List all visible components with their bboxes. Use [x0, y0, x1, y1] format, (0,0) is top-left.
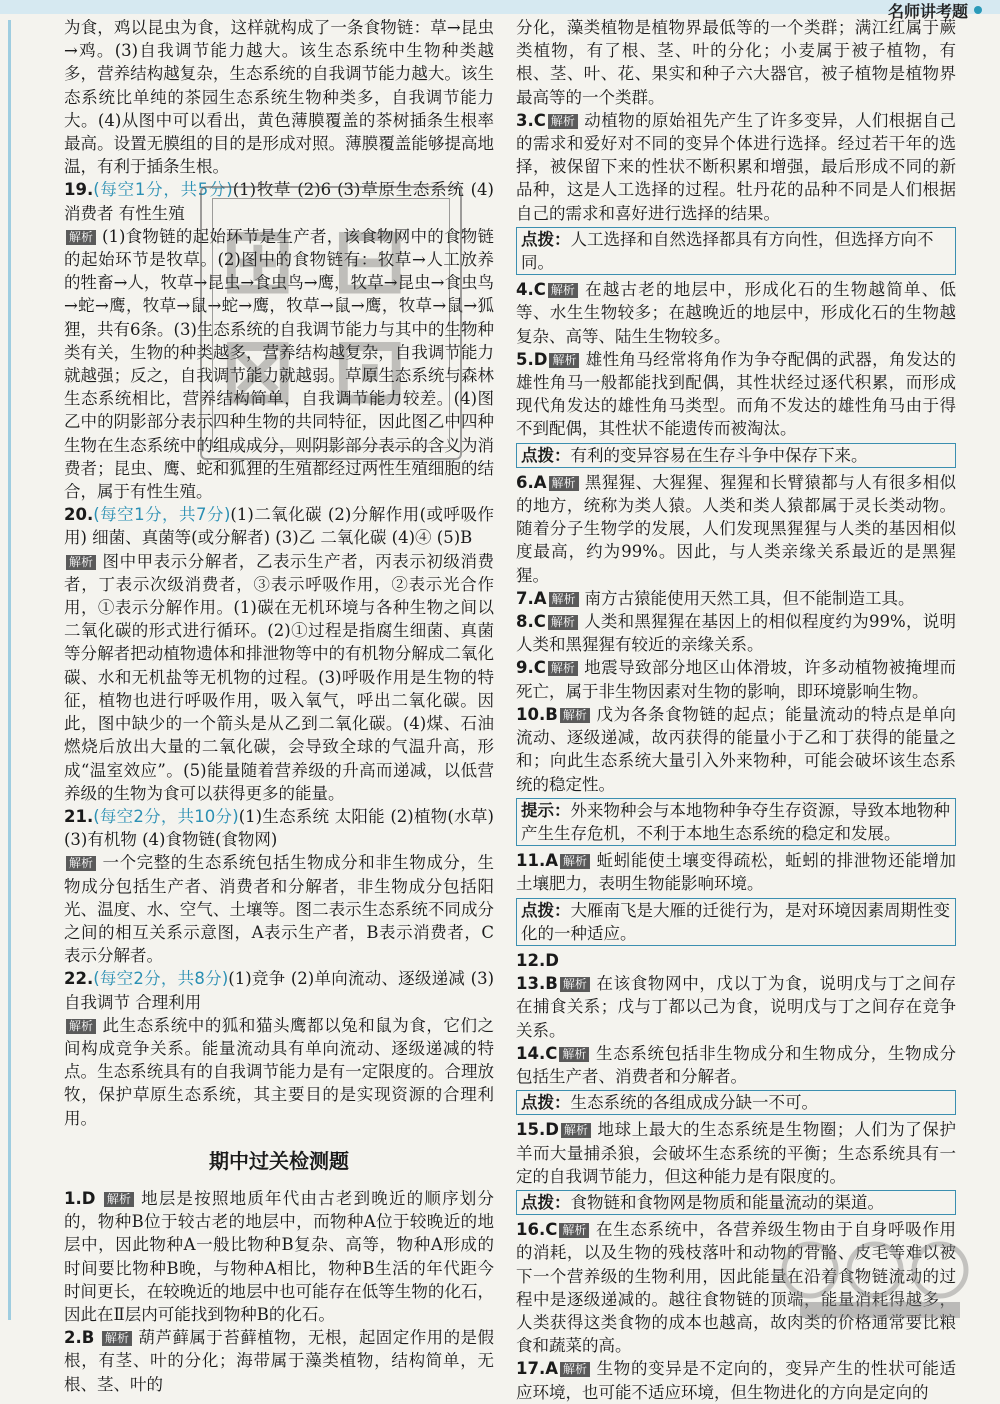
answer-text: (1)二氧化碳 (2)分解作用(或呼吸作用) 细菌、真菌等(或分解者) (3)乙 二氧化碳 (4)④ (5)B — [64, 505, 494, 548]
tip-text: 大雁南飞是大雁的迁徙行为，是对环境因素周期性变化的一种适应。 — [521, 900, 950, 943]
analysis-tag: 解析 — [560, 1362, 590, 1377]
analysis-tag: 解析 — [561, 1123, 591, 1138]
item-number: 8.C — [516, 612, 546, 632]
tip-text: 有利的变异容易在生存斗争中保存下来。 — [570, 445, 868, 465]
tip-label: 点拨： — [521, 1093, 571, 1113]
analysis-text: 黑猩猩、大猩猩、猩猩和长臂猿都与人有很多相似的地方，统称为类人猿。人类和类人猿都属于灵长类动物。随着分子生物学的发展，人们发现黑猩猩与人类的基因相似度最高，约为99%。因此，与人类亲缘关系最近的是黑猩猩。 — [516, 472, 956, 585]
analysis-text: 地球上最大的生态系统是生物圈；人们为了保护羊而大量捕杀狼，会破坏生态系统的平衡；生态系统具有一定的自我调节能力，但这种能力是有限度的。 — [516, 1120, 956, 1186]
analysis-text: 地层是按照地质年代由古老到晚近的顺序划分的，物种B位于较古老的地层中，而物种A位于较晚近的地层中，因此物种A一般比物种B复杂、高等，物种A形成的时间要比物种B晚，与物种A相比，物种B生活的年代距今时间更长，在较晚近的地层中也可能存在低等生物的化石，因此在Ⅱ层内可能找到物种B的化石。 — [64, 1188, 494, 1324]
answer-item — [516, 972, 956, 1042]
analysis-text: 一个完整的生态系统包括生物成分和非生物成分，生物成分包括生产者、消费者和分解者，非生物成分包括阳光、温度、水、空气、土壤等。图二表示生态系统不同成分之间的相互关系示意图，A表示生产者，B表示消费者，C表示分解者。 — [64, 853, 494, 966]
analysis-tag: 解析 — [66, 1019, 96, 1034]
item-number: 10.B — [516, 704, 558, 724]
midterm-item-2 — [64, 1326, 494, 1396]
analysis-text: 图中甲表示分解者，乙表示生产者，丙表示初级消费者，丁表示次级消费者，③表示呼吸作用，②表示光合作用，①表示分解作用。(1)碳在无机环境与各种生物之间以二氧化碳的形式进行循环。(2)①过程是指腐生细菌、真菌等分解者把动植物遗体和排泄物等中的有机物分解成二氧化碳、水和无机盐等无机物的过程。(3)呼吸作用是生物的特征，植物也进行呼吸作用，吸入氧气，呼出二氧化碳。因此，图中缺少的一个箭头是从乙到二氧化碳。(4)煤、石油燃烧后放出大量的二氧化碳，会导致全球的气温升高，形成“温室效应”。(5)能量随着营养级的升高而递减，以低营养级的生物为食可以获得更多的能量。 — [64, 551, 494, 803]
question-number: 21. — [64, 806, 94, 826]
header-dot-icon — [974, 6, 982, 14]
tip-box — [516, 443, 956, 468]
analysis-text: 雄性角马经常将角作为争夺配偶的武器，角发达的雄性角马一般都能找到配偶，其性状经过逐代积累，而形成现代角发达的雄性角马类型。而角不发达的雄性角马由于得不到配偶，其性状不能遗传而被淘汰。 — [516, 349, 956, 439]
analysis-tag: 解析 — [548, 114, 578, 129]
question-number: 22. — [64, 969, 94, 989]
analysis-text: 蚯蚓能使土壤变得疏松，蚯蚓的排泄物还能增加土壤肥力，表明生物能影响环境。 — [516, 851, 956, 894]
answer-item — [516, 610, 956, 656]
item-number: 7.A — [516, 588, 547, 608]
answer-item — [516, 703, 956, 796]
item-number: 12.D — [516, 950, 559, 970]
section-title: 期中过关检测题 — [209, 1148, 349, 1173]
answer-text: (1)牧草 (2)6 (3)草原生态系统 (4)消费者 有性生殖 — [64, 180, 494, 223]
item-number: 9.C — [516, 658, 546, 678]
tip-box — [516, 1190, 956, 1215]
analysis-text: 在该食物网中，戊以丁为食，说明戊与丁之间存在捕食关系；戊与丁都以己为食，说明戊与丁之间存在竞争关系。 — [516, 974, 956, 1040]
analysis-tag: 解析 — [560, 708, 590, 723]
analysis-text: 生物的变异是不定向的，变异产生的性状可能适应环境，也可能不适应环境，但生物进化的方向是定向的 — [516, 1359, 956, 1402]
analysis-tag: 解析 — [549, 353, 579, 368]
analysis-text: 动植物的原始祖先产生了许多变异，人们根据自己的需求和爱好对不同的变异个体进行选择。经过若干年的选择，被保留下来的性状不断积累和增强，最后形成不同的新品种，这是人工选择的过程。牡丹花的品种不同是人们根据自己的需求和喜好进行选择的结果。 — [516, 110, 956, 223]
item-number: 5.D — [516, 349, 548, 369]
analysis-text: 在越古老的地层中，形成化石的生物越简单、低等、水生生物较多；在越晚近的地层中，形成化石的生物越复杂、高等、陆生生物较多。 — [516, 280, 956, 346]
intro-paragraph: 为食，鸡以昆虫为食，这样就构成了一条食物链：草→昆虫→鸡。(3)自我调节能力越大。该生态系统中生物种类越多，营养结构越复杂，生态系统的自我调节能力越大。该生态系统比单纯的茶园生态系统生物种类多，自我调节能力大。(4)从图中可以看出，黄色薄膜覆盖的茶树插条生根率最高。设置无膜组的目的是形成对照。薄膜覆盖能够提高地温，有利于插条生根。 — [64, 18, 494, 177]
answer-item — [516, 1118, 956, 1188]
analysis-text: (1)食物链的起始环节是生产者，该食物网中的食物链的起始环节是牧草。(2)图中的食物链有：牧草→人工放养的牲畜→人，牧草→昆虫→食虫鸟→鹰，牧草→昆虫→食虫鸟→蛇→鹰，牧草→鼠→蛇→鹰，牧草→鼠→鹰，牧草→鼠→狐狸，共有6条。(3)生态系统的自我调节能力与其中的生物种类有关，生物的种类越多，营养结构越复杂，自我调节能力就越强；反之，自我调节能力就越弱。草原生态系统与森林生态系统相比，营养结构简单，自我调节能力较差。(4)图乙中的阴影部分表示四种生物的共同特征，因此图乙中四种生物在生态系统中的组成成分，则阴影部分表示的含义为消费者；昆虫、鹰、蛇和狐狸的生殖都经过两性生殖细胞的结合，属于有性生殖。 — [64, 226, 494, 502]
analysis-tag: 解析 — [560, 977, 590, 992]
analysis-text: 此生态系统中的狐和猫头鹰都以兔和鼠为食，它们之间构成竞争关系。能量流动具有单向流动、逐级递减的特点。生态系统具有的自我调节能力是有一定限度的。合理放牧，保护草原生态系统，其主要目的是实现资源的合理利用。 — [64, 1015, 494, 1128]
answer-item — [516, 471, 956, 587]
analysis-tag: 解析 — [66, 856, 96, 871]
analysis-tag: 解析 — [104, 1192, 134, 1207]
answer-item — [516, 587, 956, 610]
score-note: (每空1分，共7分) — [93, 505, 231, 525]
answer-item — [516, 949, 956, 972]
tip-text: 人工选择和自然选择都具有方向性，但选择方向不同。 — [521, 229, 934, 273]
answer-item — [516, 849, 956, 895]
analysis-tag: 解析 — [102, 1331, 132, 1346]
tip-box — [516, 798, 956, 846]
analysis-tag: 解析 — [559, 1047, 589, 1062]
watermark-logo-icon — [780, 1230, 980, 1320]
analysis-tag: 解析 — [549, 476, 579, 491]
tip-text: 生态系统的各组成成分缺一不可。 — [570, 1093, 818, 1113]
item-number: 11.A — [516, 851, 558, 871]
tip-label: 提示： — [521, 800, 571, 820]
tip-label: 点拨： — [521, 229, 571, 249]
tip-box — [516, 227, 956, 275]
stamp-seal-icon: ⊞ ⊟ ⊠ ⊡ — [200, 186, 462, 460]
item-number: 2.B — [64, 1328, 95, 1348]
analysis-text: 生态系统包括非生物成分和生物成分，生物成分包括生产者、消费者和分解者。 — [516, 1043, 956, 1086]
answer-item — [516, 109, 956, 225]
analysis-tag: 解析 — [549, 592, 579, 607]
analysis-tag: 解析 — [560, 854, 590, 869]
score-note: (每空2分，共10分) — [93, 806, 239, 826]
item-number: 4.C — [516, 280, 546, 300]
item-number: 6.A — [516, 472, 547, 492]
answer-item — [516, 1042, 956, 1088]
question-20 — [64, 503, 494, 805]
analysis-tag: 解析 — [548, 661, 578, 676]
analysis-text: 人类和黑猩猩在基因上的相似程度约为99%，说明人类和黑猩猩有较近的亲缘关系。 — [516, 612, 956, 655]
analysis-tag: 解析 — [548, 615, 578, 630]
item-number: 16.C — [516, 1220, 558, 1240]
tip-label: 点拨： — [521, 445, 571, 465]
question-number: 19. — [64, 180, 94, 200]
midterm-item-1 — [64, 1187, 494, 1326]
analysis-text: 南方古猿能使用天然工具，但不能制造工具。 — [584, 588, 915, 608]
tip-label: 点拨： — [521, 900, 571, 920]
tip-box — [516, 898, 956, 946]
item-number: 13.B — [516, 974, 558, 994]
question-21 — [64, 805, 494, 967]
answer-item — [516, 278, 956, 348]
tip-label: 点拨： — [521, 1192, 571, 1212]
answer-item — [516, 656, 956, 702]
tip-box — [516, 1090, 956, 1115]
analysis-text: 戊为各条食物链的起点；能量流动的特点是单向流动、逐级递减，故丙获得的能量小于乙和丁获得的能量之和；向此生态系统大量引入外来物种，可能会破坏该生态系统的稳定性。 — [516, 704, 956, 794]
analysis-tag: 解析 — [548, 283, 578, 298]
continued-paragraph: 分化，藻类植物是植物界最低等的一个类群；满江红属于蕨类植物，有了根、茎、叶的分化；小麦属于被子植物，有根、茎、叶、花、果实和种子六大器官，被子植物是植物界最高等的一个类群。 — [516, 18, 956, 107]
header-title: 名师讲考题 — [887, 1, 968, 21]
item-number: 14.C — [516, 1043, 558, 1063]
item-number: 17.A — [516, 1359, 558, 1379]
analysis-tag: 解析 — [559, 1223, 589, 1238]
tip-text: 外来物种会与本地物种争夺生存资源，导致本地物种产生生存危机，不利于本地生态系统的稳定和发展。 — [521, 800, 950, 843]
answer-text: (1)生态系统 太阳能 (2)植物(水草) (3)有机物 (4)食物链(食物网) — [64, 806, 494, 850]
analysis-tag: 解析 — [66, 555, 96, 570]
answer-item — [516, 1357, 956, 1403]
top-bar — [0, 0, 1000, 14]
answer-text: (1)竞争 (2)单向流动、逐级递减 (3)自我调节 合理利用 — [64, 969, 495, 1012]
item-number: 3.C — [516, 110, 546, 130]
right-column — [516, 16, 956, 1404]
analysis-text: 在生态系统中，各营养级生物由于自身呼吸作用的消耗，以及生物的残枝落叶和动物的骨骼、皮毛等难以被下一个营养级的生物利用，因此能量在沿着食物链流动的过程中是逐级递减的。越往食物链的顶端，能量消耗得越多，人类获得这类食物的成本也越高，故肉类的价格通常要比粮食和蔬菜的高。 — [516, 1220, 956, 1356]
analysis-text: 地震导致部分地区山体滑坡，许多动植物被掩埋而死亡，属于非生物因素对生物的影响，即环境影响生物。 — [516, 658, 956, 701]
score-note: (每空1分，共5分) — [93, 180, 233, 200]
analysis-text: 葫芦藓属于苔藓植物，无根，起固定作用的是假根，有茎、叶的分化；海带属于藻类植物，结构简单，无根、茎、叶的 — [64, 1328, 495, 1394]
tip-text: 食物链和食物网是物质和能量流动的渠道。 — [570, 1192, 884, 1212]
score-note: (每空2分，共8分) — [93, 969, 229, 989]
left-margin-rule — [8, 20, 11, 1320]
item-number: 15.D — [516, 1120, 559, 1140]
answer-item — [516, 348, 956, 441]
item-number: 1.D — [64, 1188, 96, 1208]
question-number: 20. — [64, 505, 94, 525]
analysis-tag: 解析 — [66, 230, 96, 245]
question-22 — [64, 967, 494, 1129]
